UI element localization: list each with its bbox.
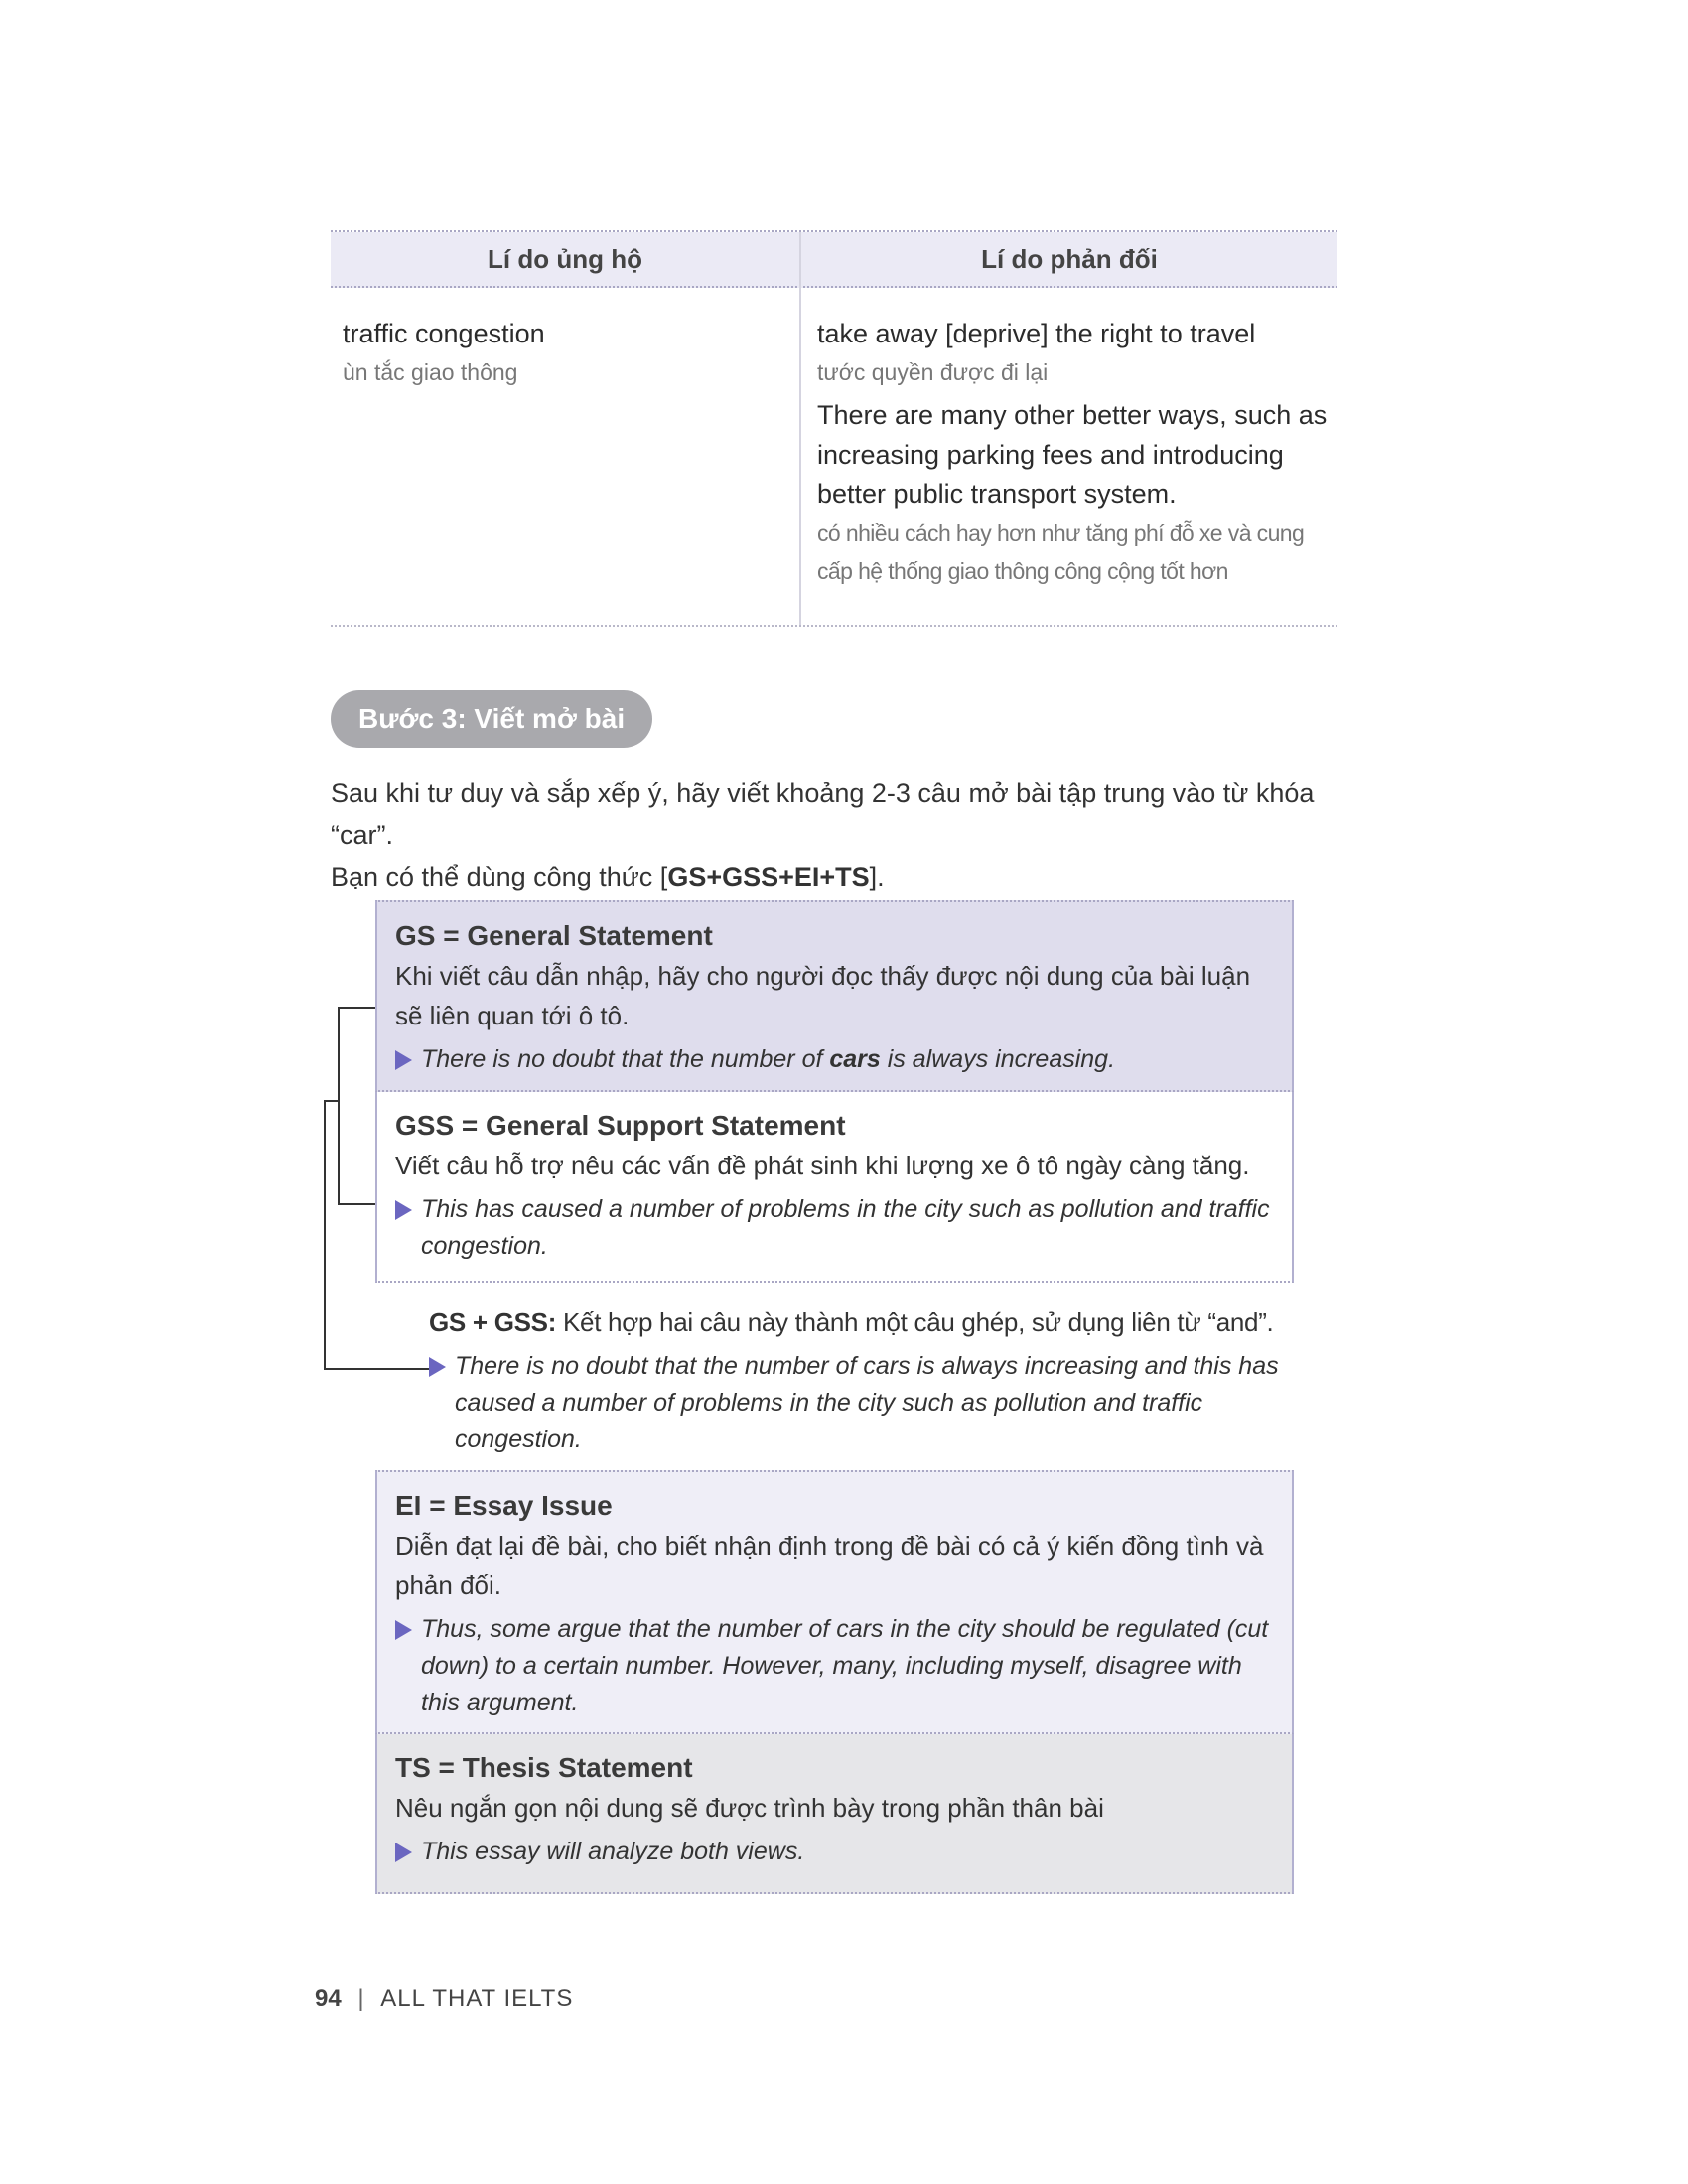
ei-title: EI = Essay Issue	[395, 1490, 613, 1521]
gs-ex-post: is always increasing.	[880, 1045, 1116, 1073]
book-title: ALL THAT IELTS	[380, 1985, 574, 2012]
connector-bracket	[338, 1007, 340, 1205]
intro-line-2	[331, 856, 1343, 897]
triangle-icon	[395, 1200, 412, 1220]
pro-vi: ùn tắc giao thông	[343, 359, 518, 385]
combo-example	[429, 1348, 1288, 1458]
pro-en: traffic congestion	[343, 319, 545, 348]
combo-ex: There is no doubt that the number of cars is always increasing and this has caused a number of problems in the city such as pollution and traffic congestion.	[455, 1352, 1279, 1453]
arrow-head-icon	[429, 1357, 446, 1377]
footer-separator: |	[357, 1985, 364, 2012]
ts-title: TS = Thesis Statement	[395, 1752, 693, 1783]
combo-desc	[429, 1302, 1288, 1342]
combo-text: Kết hợp hai câu này thành một câu ghép, sử dụng liên từ “and”.	[556, 1307, 1274, 1337]
footer	[315, 1985, 573, 2013]
connector-down	[324, 1100, 326, 1370]
combo-label: GS + GSS:	[429, 1307, 557, 1337]
gss-ex: This has caused a number of problems in the city such as pollution and traffic congestion.	[421, 1195, 1270, 1260]
gss-example	[395, 1191, 1274, 1265]
con-vi-1: tước quyền được đi lại	[817, 359, 1049, 385]
ts-example	[395, 1834, 1274, 1870]
gs-ex-bold: cars	[829, 1045, 881, 1073]
intro-line-1: Sau khi tư duy và sắp xếp ý, hãy viết khoảng 2-3 câu mở bài tập trung vào từ khóa “car”.	[331, 778, 1315, 850]
triangle-icon	[395, 1843, 412, 1862]
header-pro: Lí do ủng hộ	[488, 244, 642, 274]
con-vi-2: có nhiều cách hay hơn như tăng phí đỗ xe và cung cấp hệ thống giao thông công cộng tốt hơn	[817, 520, 1305, 584]
formula: GS+GSS+EI+TS	[667, 862, 870, 891]
pro-cell	[343, 314, 779, 391]
intro-prefix: Bạn có thể dùng công thức [	[331, 862, 668, 891]
column-divider	[799, 232, 801, 625]
connector-gs	[338, 1007, 375, 1009]
ei-box	[375, 1470, 1294, 1734]
con-cell	[817, 314, 1334, 590]
header-con: Lí do phản đối	[981, 244, 1158, 274]
gss-box	[375, 1092, 1294, 1283]
gss-desc: Viết câu hỗ trợ nêu các vấn đề phát sinh khi lượng xe ô tô ngày càng tăng.	[395, 1151, 1250, 1180]
page-number: 94	[315, 1985, 342, 2012]
table-header	[331, 232, 1337, 288]
ei-example	[395, 1611, 1274, 1721]
ei-ex: Thus, some argue that the number of cars in the city should be regulated (cut down) to a certain number. However, many, including myself, disagree with this argument.	[421, 1615, 1269, 1716]
gss-title: GSS = General Support Statement	[395, 1110, 846, 1141]
gs-title: GS = General Statement	[395, 920, 713, 951]
connector-gss	[338, 1203, 375, 1205]
intro-suffix: ].	[869, 862, 885, 891]
connector-join	[324, 1100, 338, 1102]
connector-arrow-line	[324, 1368, 433, 1370]
ts-ex: This essay will analyze both views.	[421, 1838, 805, 1865]
pros-cons-table	[331, 230, 1337, 627]
intro-paragraph	[331, 772, 1343, 897]
gs-desc: Khi viết câu dẫn nhập, hãy cho người đọc thấy được nội dung của bài luận sẽ liên quan tới ô tô.	[395, 961, 1251, 1030]
step-label: Bước 3: Viết mở bài	[331, 690, 652, 748]
gs-ex-pre: There is no doubt that the number of	[421, 1045, 830, 1073]
triangle-icon	[395, 1050, 412, 1070]
gs-box	[375, 900, 1294, 1092]
ts-desc: Nêu ngắn gọn nội dung sẽ được trình bày trong phần thân bài	[395, 1793, 1104, 1823]
con-en-1: take away [deprive] the right to travel	[817, 319, 1256, 348]
gs-example	[395, 1041, 1274, 1078]
triangle-icon	[395, 1620, 412, 1640]
ei-desc: Diễn đạt lại đề bài, cho biết nhận định trong đề bài có cả ý kiến đồng tình và phản đối.	[395, 1531, 1264, 1600]
ts-box	[375, 1734, 1294, 1894]
combo-block	[429, 1302, 1288, 1458]
con-en-2: There are many other better ways, such as increasing parking fees and introducing better public transport system.	[817, 400, 1328, 509]
